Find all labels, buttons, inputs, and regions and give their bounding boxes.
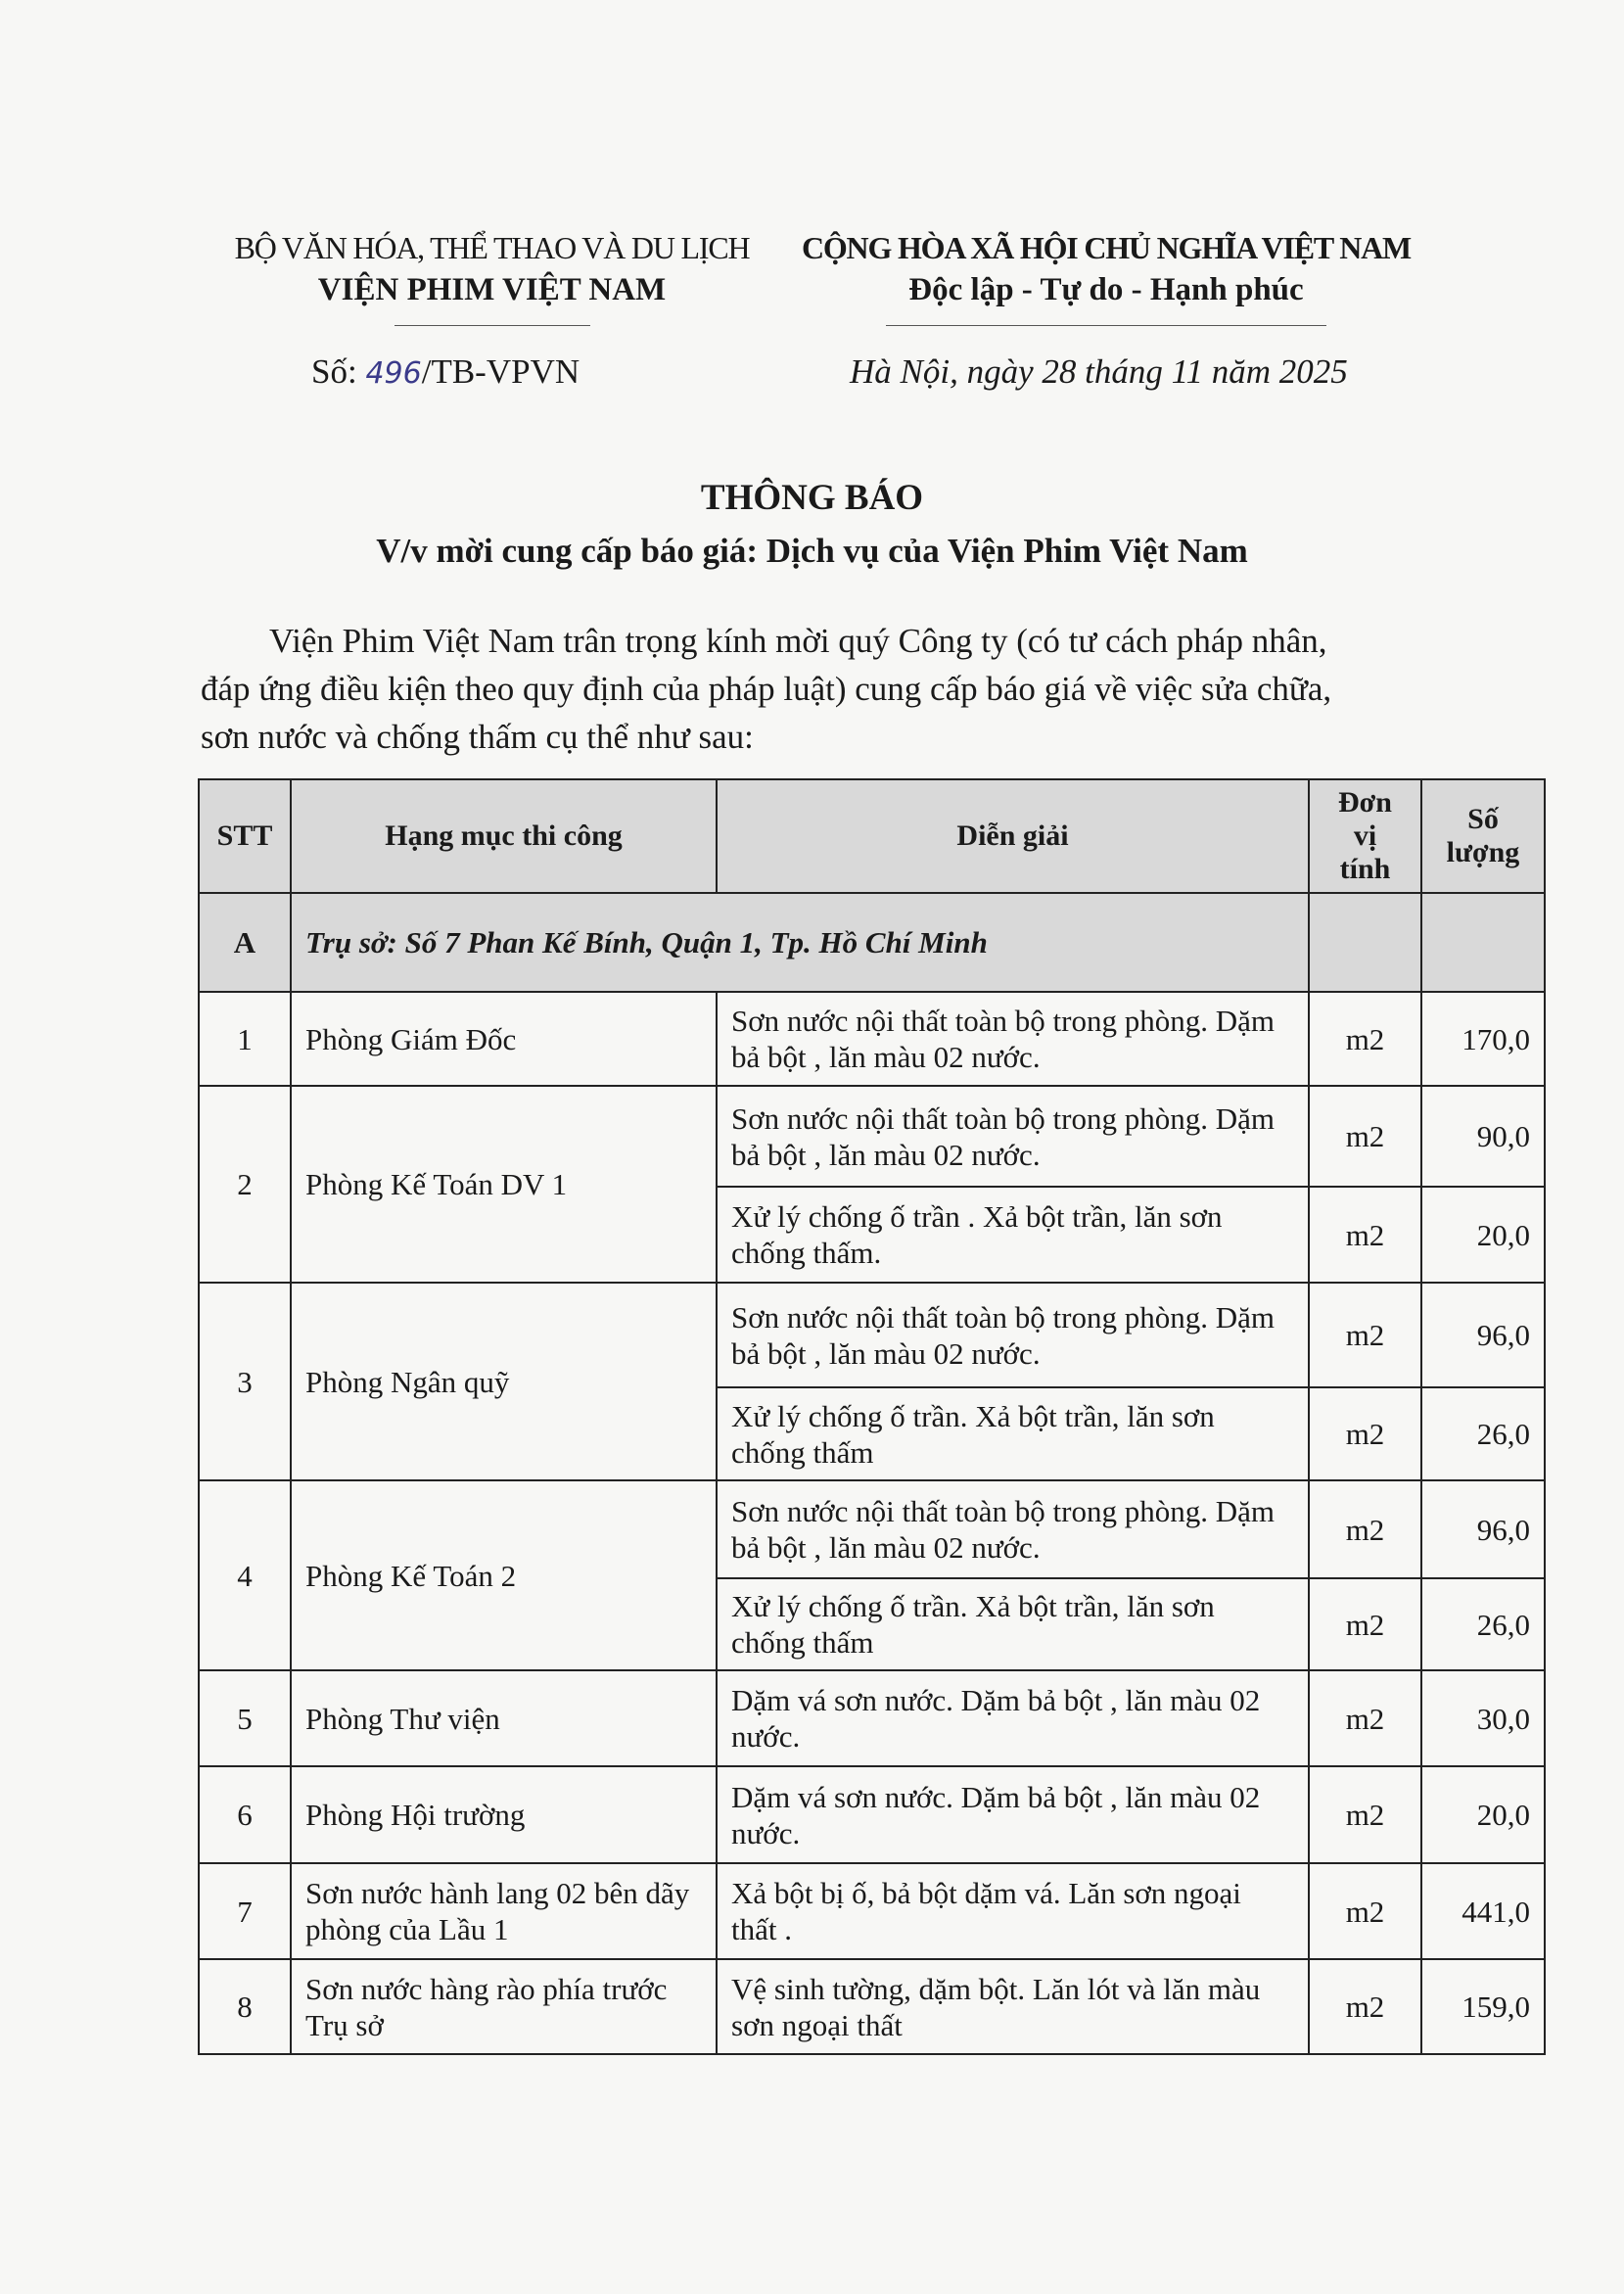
ministry-name: BỘ VĂN HÓA, THỂ THAO VÀ DU LỊCH: [234, 230, 750, 265]
row-stt: 7: [199, 1863, 291, 1959]
doc-number-prefix: Số:: [311, 352, 366, 391]
doc-number-suffix: /TB-VPVN: [421, 352, 580, 391]
date-line: Hà Nội, ngày 28 tháng 11 năm 2025: [850, 352, 1348, 391]
row-qty: 20,0: [1421, 1766, 1545, 1863]
row-unit: m2: [1309, 1387, 1421, 1480]
row-qty: 26,0: [1421, 1578, 1545, 1670]
row-unit: m2: [1309, 1187, 1421, 1283]
row-desc: Xả bột bị ố, bả bột dặm vá. Lăn sơn ngoại thất .: [717, 1863, 1309, 1959]
row-unit: m2: [1309, 1283, 1421, 1387]
intro-paragraph: [201, 617, 1473, 761]
header-unit-line: Đơn: [1338, 786, 1392, 819]
row-stt: 1: [199, 992, 291, 1086]
page-title: THÔNG BÁO: [700, 478, 924, 518]
header-item: Hạng mục thi công: [291, 779, 717, 893]
row-desc: Sơn nước nội thất toàn bộ trong phòng. Dặm bả bột , lăn màu 02 nước.: [717, 1480, 1309, 1578]
country-name: CỘNG HÒA XÃ HỘI CHỦ NGHĨA VIỆT NAM: [801, 230, 1412, 265]
section-code: A: [199, 893, 291, 992]
header-unit: [1309, 779, 1421, 893]
row-item: Phòng Kế Toán 2: [291, 1480, 717, 1670]
row-unit: m2: [1309, 1086, 1421, 1187]
row-desc: Xử lý chống ố trần. Xả bột trần, lăn sơn chống thấm: [717, 1578, 1309, 1670]
row-qty: 26,0: [1421, 1387, 1545, 1480]
row-qty: 30,0: [1421, 1670, 1545, 1766]
table-row: [199, 1086, 1545, 1187]
row-item: Phòng Giám Đốc: [291, 992, 717, 1086]
motto-divider: [886, 325, 1326, 326]
table-row: [199, 1283, 1545, 1387]
header-desc: Diễn giải: [717, 779, 1309, 893]
row-stt: 2: [199, 1086, 291, 1283]
table-row: [199, 1670, 1545, 1766]
row-qty: 20,0: [1421, 1187, 1545, 1283]
row-desc: Sơn nước nội thất toàn bộ trong phòng. Dặm bả bột , lăn màu 02 nước.: [717, 1283, 1309, 1387]
work-items-table: [198, 778, 1546, 2055]
table-row: [199, 1863, 1545, 1959]
header-unit-line: vị: [1353, 819, 1377, 852]
row-item: Sơn nước hành lang 02 bên dãy phòng của Lầu 1: [291, 1863, 717, 1959]
row-desc: Xử lý chống ố trần . Xả bột trần, lăn sơn chống thấm.: [717, 1187, 1309, 1283]
row-stt: 3: [199, 1283, 291, 1480]
row-unit: m2: [1309, 1863, 1421, 1959]
header-unit-line: tính: [1339, 853, 1391, 885]
row-desc: Xử lý chống ố trần. Xả bột trần, lăn sơn chống thấm: [717, 1387, 1309, 1480]
row-item: Phòng Thư viện: [291, 1670, 717, 1766]
section-row: [199, 893, 1545, 992]
header-qty-line: Số: [1467, 803, 1499, 835]
row-stt: 5: [199, 1670, 291, 1766]
intro-line: đáp ứng điều kiện theo quy định của pháp luật) cung cấp báo giá về việc sửa chữa,: [201, 670, 1332, 708]
row-desc: Dặm vá sơn nước. Dặm bả bột , lăn màu 02 nước.: [717, 1766, 1309, 1863]
intro-line: Viện Phim Việt Nam trân trọng kính mời quý Công ty (có tư cách pháp nhân,: [269, 622, 1327, 660]
national-motto: Độc lập - Tự do - Hạnh phúc: [908, 272, 1304, 307]
row-desc: Vệ sinh tường, dặm bột. Lăn lót và lăn màu sơn ngoại thất: [717, 1959, 1309, 2054]
row-desc: Dặm vá sơn nước. Dặm bả bột , lăn màu 02 nước.: [717, 1670, 1309, 1766]
row-stt: 6: [199, 1766, 291, 1863]
section-unit: [1309, 893, 1421, 992]
header-divider: [394, 325, 590, 326]
row-stt: 8: [199, 1959, 291, 2054]
row-item: Phòng Hội trường: [291, 1766, 717, 1863]
row-qty: 159,0: [1421, 1959, 1545, 2054]
institute-name: VIỆN PHIM VIỆT NAM: [317, 272, 667, 307]
row-unit: m2: [1309, 1670, 1421, 1766]
header-qty-line: lượng: [1446, 836, 1520, 868]
header-stt: STT: [199, 779, 291, 893]
row-item: Phòng Kế Toán DV 1: [291, 1086, 717, 1283]
row-item: Phòng Ngân quỹ: [291, 1283, 717, 1480]
table-row: [199, 1480, 1545, 1578]
section-label: Trụ sở: Số 7 Phan Kế Bính, Quận 1, Tp. Hồ Chí Minh: [291, 893, 1309, 992]
table-row: [199, 992, 1545, 1086]
row-unit: m2: [1309, 992, 1421, 1086]
row-item: Sơn nước hàng rào phía trước Trụ sở: [291, 1959, 717, 2054]
header-qty: [1421, 779, 1545, 893]
doc-number-handwritten: 496: [365, 356, 422, 391]
row-qty: 96,0: [1421, 1480, 1545, 1578]
row-qty: 170,0: [1421, 992, 1545, 1086]
ministry-header: [220, 227, 764, 326]
national-header: [783, 227, 1429, 326]
row-unit: m2: [1309, 1480, 1421, 1578]
intro-line: sơn nước và chống thấm cụ thể như sau:: [201, 718, 754, 756]
row-desc: Sơn nước nội thất toàn bộ trong phòng. Dặm bả bột , lăn màu 02 nước.: [717, 992, 1309, 1086]
row-desc: Sơn nước nội thất toàn bộ trong phòng. Dặm bả bột , lăn màu 02 nước.: [717, 1086, 1309, 1187]
row-qty: 96,0: [1421, 1283, 1545, 1387]
row-unit: m2: [1309, 1766, 1421, 1863]
table-row: [199, 1766, 1545, 1863]
row-qty: 90,0: [1421, 1086, 1545, 1187]
row-unit: m2: [1309, 1959, 1421, 2054]
row-stt: 4: [199, 1480, 291, 1670]
row-unit: m2: [1309, 1578, 1421, 1670]
table-row: [199, 1959, 1545, 2054]
table-header-row: [199, 779, 1545, 893]
section-qty: [1421, 893, 1545, 992]
row-qty: 441,0: [1421, 1863, 1545, 1959]
page-subtitle: V/v mời cung cấp báo giá: Dịch vụ của Viện Phim Việt Nam: [376, 532, 1248, 570]
document-number: [311, 352, 580, 392]
